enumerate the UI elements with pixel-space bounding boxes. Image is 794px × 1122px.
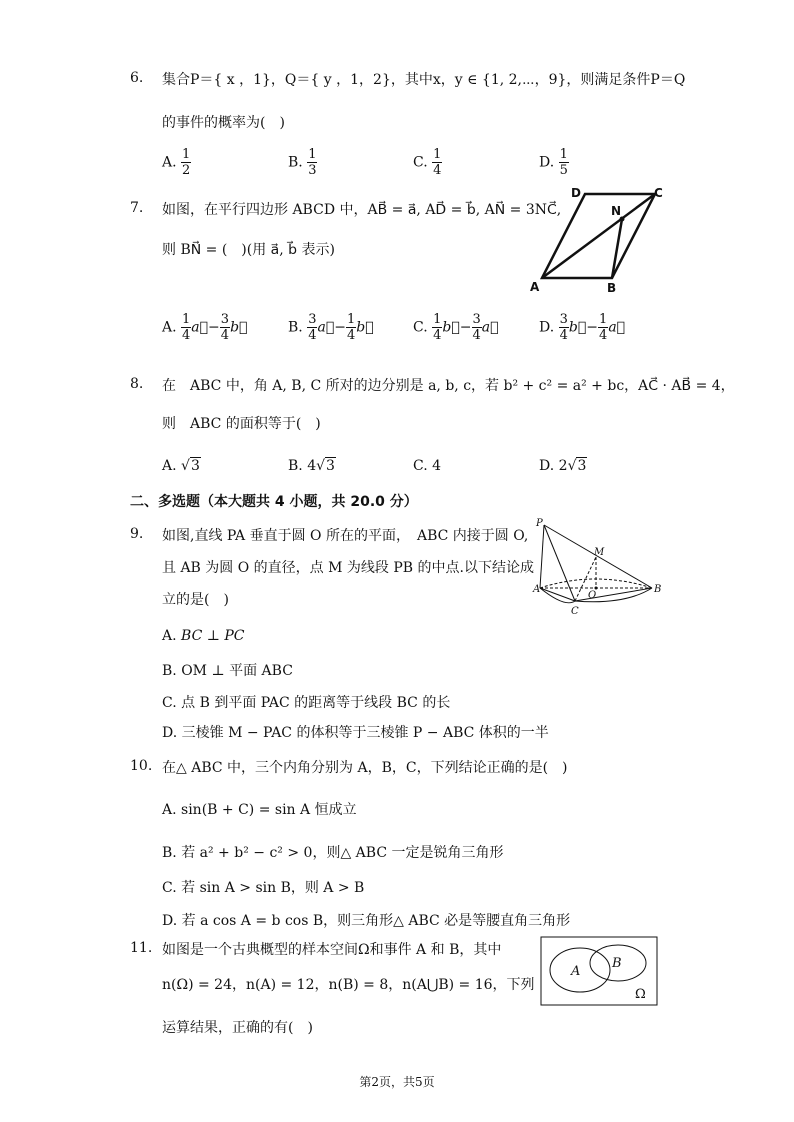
- q9-number: 9.: [130, 526, 144, 542]
- q7-option-a[interactable]: A. $\frac{1}{4}$ a⃗− $\frac{3}{4}$ b⃗: [162, 312, 248, 343]
- q8-stem-line1: 在 ABC 中，角 A, B, C 所对的边分别是 a, b, c，若 b² + c² = a² + bc，AC⃗ · AB⃗ = 4，: [162, 378, 735, 394]
- q11-number: 11.: [130, 940, 153, 956]
- q8-option-c[interactable]: C. 4: [413, 458, 442, 474]
- q11-label-omega: Ω: [635, 987, 646, 1002]
- q6-stem-line2: 的事件的概率为( ): [162, 115, 285, 131]
- q9-label-c: C: [571, 606, 579, 617]
- q7-label-a: A: [530, 280, 540, 294]
- q9-stem-line3: 立的是( ): [162, 592, 229, 608]
- q7-option-b[interactable]: B. $\frac{3}{4}$ a⃗− $\frac{1}{4}$ b⃗: [288, 312, 374, 343]
- q10-number: 10.: [130, 758, 153, 774]
- q9-stem-line2: 且 AB 为圆 O 的直径，点 M 为线段 PB 的中点.以下结论成: [162, 560, 534, 576]
- q11-label-b: B: [612, 956, 622, 971]
- q8-option-d[interactable]: D. 2√3: [539, 458, 587, 474]
- q10-option-b[interactable]: B. 若 a² + b² − c² > 0，则△ ABC 一定是锐角三角形: [162, 845, 504, 861]
- q8-option-a[interactable]: A. √3: [162, 458, 200, 474]
- q9-label-b: B: [654, 584, 662, 595]
- q10-option-c[interactable]: C. 若 sin A > sin B，则 A > B: [162, 880, 365, 896]
- q7-label-b: B: [607, 281, 617, 295]
- q11-stem-line3: 运算结果，正确的有( ): [162, 1020, 313, 1036]
- q7-option-c[interactable]: C. $\frac{1}{4}$ b⃗− $\frac{3}{4}$ a⃗: [413, 312, 499, 343]
- q8-number: 8.: [130, 376, 144, 392]
- q6-option-a[interactable]: A. $\frac{1}{2}$: [162, 147, 191, 178]
- q7-label-d: D: [571, 186, 581, 200]
- q9-option-a[interactable]: A. BC ⊥ PC: [162, 628, 245, 644]
- q11-stem-line1: 如图是一个古典概型的样本空间Ω和事件 A 和 B，其中: [162, 942, 502, 958]
- q9-label-o: O: [588, 590, 597, 601]
- q7-label-c: C: [654, 186, 663, 200]
- q9-label-m: M: [594, 547, 605, 558]
- q7-number: 7.: [130, 200, 144, 216]
- q9-label-a: A: [533, 584, 541, 595]
- q6-option-d[interactable]: D. $\frac{1}{5}$: [539, 147, 568, 178]
- q9-stem-line1: 如图,直线 PA 垂直于圆 O 所在的平面， ABC 内接于圆 O,: [162, 528, 529, 544]
- q11-label-a: A: [571, 964, 581, 979]
- q7-stem-line1: 如图，在平行四边形 ABCD 中，AB⃗ = a⃗, AD⃗ = b⃗, AN⃗ = 3NC⃗,: [162, 202, 562, 218]
- q10-option-a[interactable]: A. sin(B + C) = sin A 恒成立: [162, 802, 357, 818]
- q8-option-b[interactable]: B. 4√3: [288, 458, 335, 474]
- q6-option-b[interactable]: B. $\frac{1}{3}$: [288, 147, 317, 178]
- q10-option-d[interactable]: D. 若 a cos A = b cos B，则三角形△ ABC 必是等腰直角三角形: [162, 913, 571, 929]
- q6-number: 6.: [130, 70, 144, 86]
- q9-option-c[interactable]: C. 点 B 到平面 PAC 的距离等于线段 BC 的长: [162, 695, 451, 711]
- q7-parallelogram-figure: [525, 180, 670, 295]
- q8-stem-line2: 则 ABC 的面积等于( ): [162, 416, 321, 432]
- q7-label-n: N: [611, 204, 622, 218]
- q9-label-p: P: [536, 518, 543, 529]
- q9-pyramid-circle-figure: [530, 515, 665, 620]
- q7-option-d[interactable]: D. $\frac{3}{4}$ b⃗− $\frac{1}{4}$ a⃗: [539, 312, 626, 343]
- q11-stem-line2: n(Ω) = 24，n(A) = 12，n(B) = 8，n(A⋃B) = 16，下列: [162, 977, 535, 993]
- q6-stem-line1: 集合P＝{ x ，1}，Q＝{ y ，1，2}，其中x，y ∈ {1, 2,⋯，9}，则满足条件P＝Q: [162, 72, 686, 88]
- q6-option-c[interactable]: C. $\frac{1}{4}$: [413, 147, 442, 178]
- q11-venn-diagram: [540, 936, 658, 1006]
- q10-stem-line1: 在△ ABC 中，三个内角分别为 A，B，C，下列结论正确的是( ): [162, 760, 568, 776]
- q7-stem-line2: 则 BN⃗ = ( )(用 a⃗, b⃗ 表示): [162, 242, 335, 258]
- q9-option-b[interactable]: B. OM ⊥ 平面 ABC: [162, 663, 293, 679]
- section-2-heading: 二、多选题（本大题共 4 小题，共 20.0 分）: [130, 494, 418, 510]
- q9-option-d[interactable]: D. 三棱锥 M − PAC 的体积等于三棱锥 P − ABC 体积的一半: [162, 725, 549, 741]
- page-footer: 第2页，共5页: [359, 1075, 435, 1089]
